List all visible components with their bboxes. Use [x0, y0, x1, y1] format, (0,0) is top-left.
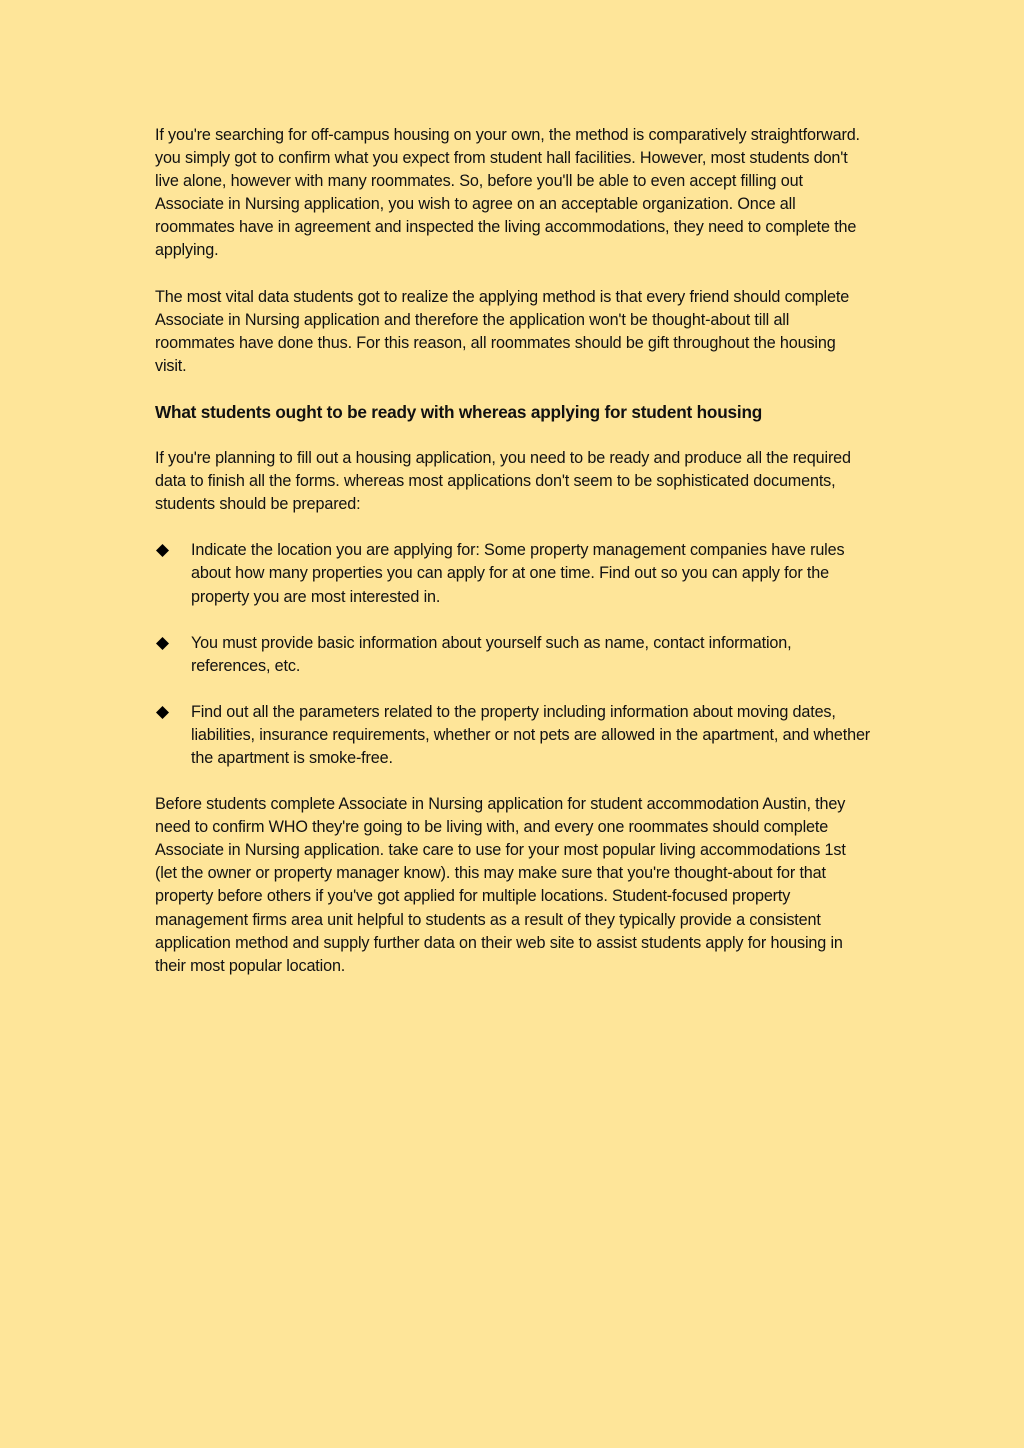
paragraph-preparation-intro: If you're planning to fill out a housing application, you need to be ready and produce all the required data to finish all the forms. whereas most applications don't seem to be sophisticated documents, students should be prepared:	[155, 449, 851, 514]
diamond-bullet-icon	[156, 544, 169, 557]
diamond-bullet-icon	[156, 706, 169, 719]
paragraph-offcampus-intro: If you're searching for off-campus housing on your own, the method is comparatively straightforward. you simply got to confirm what you expect from student hall facilities. However, most students don't live alone, however with many roommates. So, before you'll be able to even accept filling out Associate in Nursing application, you wish to agree on an acceptable organization. Once all roommates have in agreement and inspected the living accommodations, they need to complete the applying.	[155, 126, 860, 260]
paragraph-closing: Before students complete Associate in Nursing application for student accommodation Austin, they need to confirm WHO they're going to be living with, and every one roommates should complete Associate in Nursing application. take care to use for your most popular living accommodations 1st (let the owner or property manager know). this may make sure that you're thought-about for that property before others if you've got applied for multiple locations. Student-focused property management firms area unit helpful to students as a result of they typically provide a consistent application method and supply further data on their web site to assist students apply for housing in their most popular location.	[155, 795, 846, 975]
list-item	[155, 539, 871, 608]
list-item	[155, 632, 871, 678]
requirements-list	[155, 539, 871, 770]
list-item-text: You must provide basic information about yourself such as name, contact information, references, etc.	[191, 633, 792, 675]
paragraph-application-info: The most vital data students got to realize the applying method is that every friend should complete Associate in Nursing application and therefore the application won't be thought-about till all roommates have done thus. For this reason, all roommates should be gift throughout the housing visit.	[155, 287, 850, 375]
list-item	[155, 701, 871, 770]
list-item-text: Indicate the location you are applying for: Some property management companies have rules about how many properties you can apply for at one time. Find out so you can apply for the property you are most interested in.	[191, 541, 845, 606]
diamond-bullet-icon	[156, 637, 169, 650]
section-heading: What students ought to be ready with whereas applying for student housing	[155, 401, 763, 422]
document-body	[155, 124, 871, 1001]
list-item-text: Find out all the parameters related to the property including information about moving dates, liabilities, insurance requirements, whether or not pets are allowed in the apartment, and whether the apartment is smoke-free.	[191, 702, 871, 767]
